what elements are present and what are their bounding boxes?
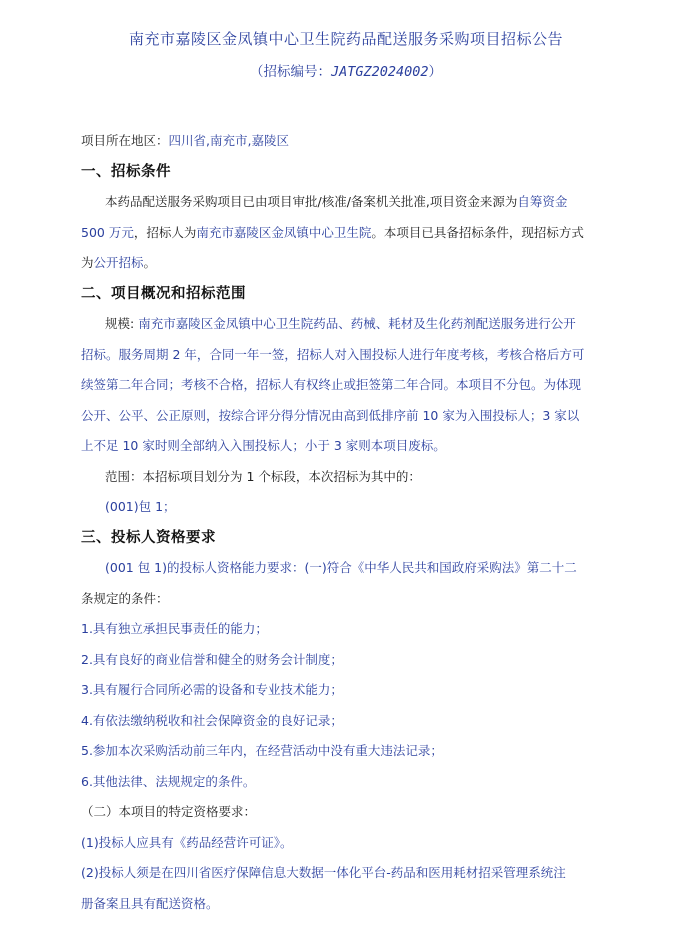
special-qualification-2-line-1: (2)投标人须是在四川省医疗保障信息大数据一体化平台-药品和医用耗材招采管理系统注 — [81, 865, 566, 880]
section-heading-qualifications: 三、投标人资格要求 — [81, 529, 216, 546]
bid-number — [0, 60, 692, 80]
section-heading-bid-conditions: 一、招标条件 — [81, 163, 171, 180]
special-qualification-heading: （二）本项目的特定资格要求： — [81, 804, 257, 819]
bid-number-suffix: ） — [428, 64, 443, 80]
bid-number-code: JATGZ2024002 — [330, 64, 429, 80]
qualification-intro-line-1: (001 包 1)的投标人资格能力要求：(一)符合《中华人民共和国政府采购法》第二十二 — [105, 560, 577, 575]
bid-method: 公开招标 — [93, 255, 144, 270]
funding-amount: 500 万元 — [81, 224, 134, 240]
range-text: 范围：本招标项目划分为 1 个标段，本次招标为其中的： — [105, 468, 421, 484]
special-qualification-1: (1)投标人应具有《药品经营许可证》。 — [81, 834, 293, 850]
section-heading-project-overview: 二、项目概况和招标范围 — [81, 285, 246, 302]
scale-line-4: 公开、公平、公正原则，按综合评分得分情况由高到低排序前 10 家为入围投标人；3 家以 — [81, 407, 580, 423]
bid-conditions-line-1: 本药品配送服务采购项目已由项目审批/核准/备案机关批准,项目资金来源为自筹资金 — [105, 194, 568, 209]
tenderer-name: 南充市嘉陵区金凤镇中心卫生院 — [196, 224, 372, 240]
scale-label: 规模: — [105, 316, 135, 331]
project-location-label: 项目所在地区： — [81, 133, 169, 148]
scale-line-5: 上不足 10 家时则全部纳入入围投标人；小于 3 家则本项目废标。 — [81, 438, 446, 453]
qualification-item-6: 6.其他法律、法规规定的条件。 — [81, 773, 256, 789]
qualification-item-5: 5.参加本次采购活动前三年内，在经营活动中没有重大违法记录； — [81, 743, 443, 758]
qualification-item-2: 2.具有良好的商业信誉和健全的财务会计制度； — [81, 651, 343, 667]
package-item: (001)包 1； — [105, 499, 176, 514]
bid-conditions-line-2: 500 万元，招标人为南充市嘉陵区金凤镇中心卫生院。本项目已具备招标条件，现招标方式 — [81, 224, 584, 240]
bid-number-prefix: （招标编号： — [249, 64, 331, 80]
scale-line-3: 续签第二年合同；考核不合格，招标人有权终止或拒签第二年合同。本项目不分包。为体现 — [81, 377, 582, 392]
page-title: 南充市嘉陵区金凤镇中心卫生院药品配送服务采购项目招标公告 — [128, 30, 563, 48]
announcement-body — [81, 126, 621, 919]
qualification-item-4: 4.有依法缴纳税收和社会保障资金的良好记录； — [81, 712, 343, 728]
bid-conditions-line-3: 为公开招标。 — [81, 255, 157, 270]
special-qualification-2-line-2: 册备案且具有配送资格。 — [81, 895, 219, 911]
qualification-item-1: 1.具有独立承担民事责任的能力； — [81, 621, 268, 636]
scale-line-2: 招标。服务周期 2 年，合同一年一签，招标人对入围投标人进行年度考核，考核合格后方可 — [81, 346, 585, 362]
funding-source: 自筹资金 — [517, 194, 568, 209]
qualification-intro-line-2: 条规定的条件： — [81, 590, 169, 606]
project-location-value: 四川省,南充市,嘉陵区 — [168, 133, 289, 148]
project-location — [81, 126, 621, 157]
qualification-item-3: 3.具有履行合同所必需的设备和专业技术能力； — [81, 682, 343, 697]
scale-line-1: 规模: 南充市嘉陵区金凤镇中心卫生院药品、药械、耗材及生化药剂配送服务进行公开 — [105, 316, 576, 331]
